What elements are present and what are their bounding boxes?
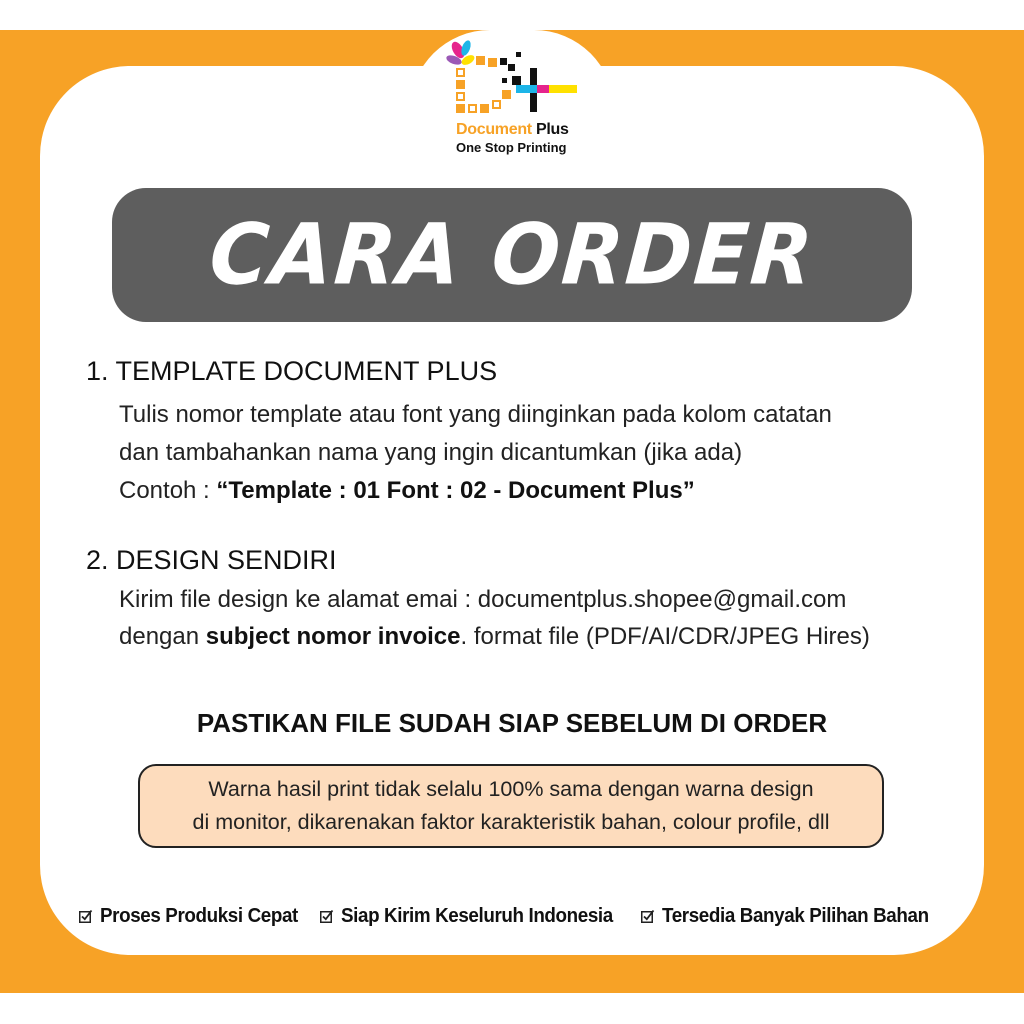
logo-brand-name [456, 122, 569, 138]
notice-line1: Warna hasil print tidak selalu 100% sama dengan warna design [208, 777, 814, 801]
features-row [0, 906, 1024, 926]
notice-line2: di monitor, dikarenakan faktor karakteristik bahan, colour profile, dll [192, 810, 830, 834]
feature-item [320, 906, 630, 926]
section1-heading: 1. TEMPLATE DOCUMENT PLUS [86, 356, 498, 386]
checkbox-checked-icon [641, 909, 655, 923]
section2-line2-suffix: . format file (PDF/AI/CDR/JPEG Hires) [460, 623, 870, 650]
section1-line1: Tulis nomor template atau font yang diinginkan pada kolom catatan [119, 401, 832, 428]
document-plus-logo [446, 38, 586, 160]
notice-heading: PASTIKAN FILE SUDAH SIAP SEBELUM DI ORDER [196, 708, 828, 738]
title-banner [112, 188, 912, 322]
feature-item [641, 906, 946, 926]
section2-heading: 2. DESIGN SENDIRI [86, 545, 337, 575]
logo-brand-word1: Document [456, 121, 532, 138]
feature-label: Siap Kirim Keseluruh Indonesia [341, 905, 614, 927]
section1-line3 [119, 479, 695, 503]
section2-subject-highlight: subject nomor invoice [205, 623, 461, 650]
checkbox-checked-icon [320, 909, 334, 923]
section2-line2 [119, 625, 870, 649]
page-title: CARA ORDER [206, 205, 818, 304]
checkbox-checked-icon [79, 909, 93, 923]
feature-item [79, 906, 311, 926]
section1-example-label: Contoh : [119, 477, 217, 504]
feature-label: Proses Produksi Cepat [99, 905, 298, 927]
feature-label: Tersedia Banyak Pilihan Bahan [661, 905, 929, 927]
section1-line2: dan tambahankan nama yang ingin dicantumkan (jika ada) [119, 439, 743, 466]
logo-tagline: One Stop Printing [456, 140, 567, 155]
notice-box [138, 764, 884, 848]
section2-line2-prefix: dengan [119, 623, 206, 650]
document-plus-logo-icon [446, 38, 586, 122]
section2-line1: Kirim file design ke alamat emai : documentplus.shopee@gmail.com [119, 586, 847, 613]
logo-brand-word2: Plus [535, 121, 569, 138]
section1-example-value: “Template : 01 Font : 02 - Document Plus” [216, 477, 695, 504]
